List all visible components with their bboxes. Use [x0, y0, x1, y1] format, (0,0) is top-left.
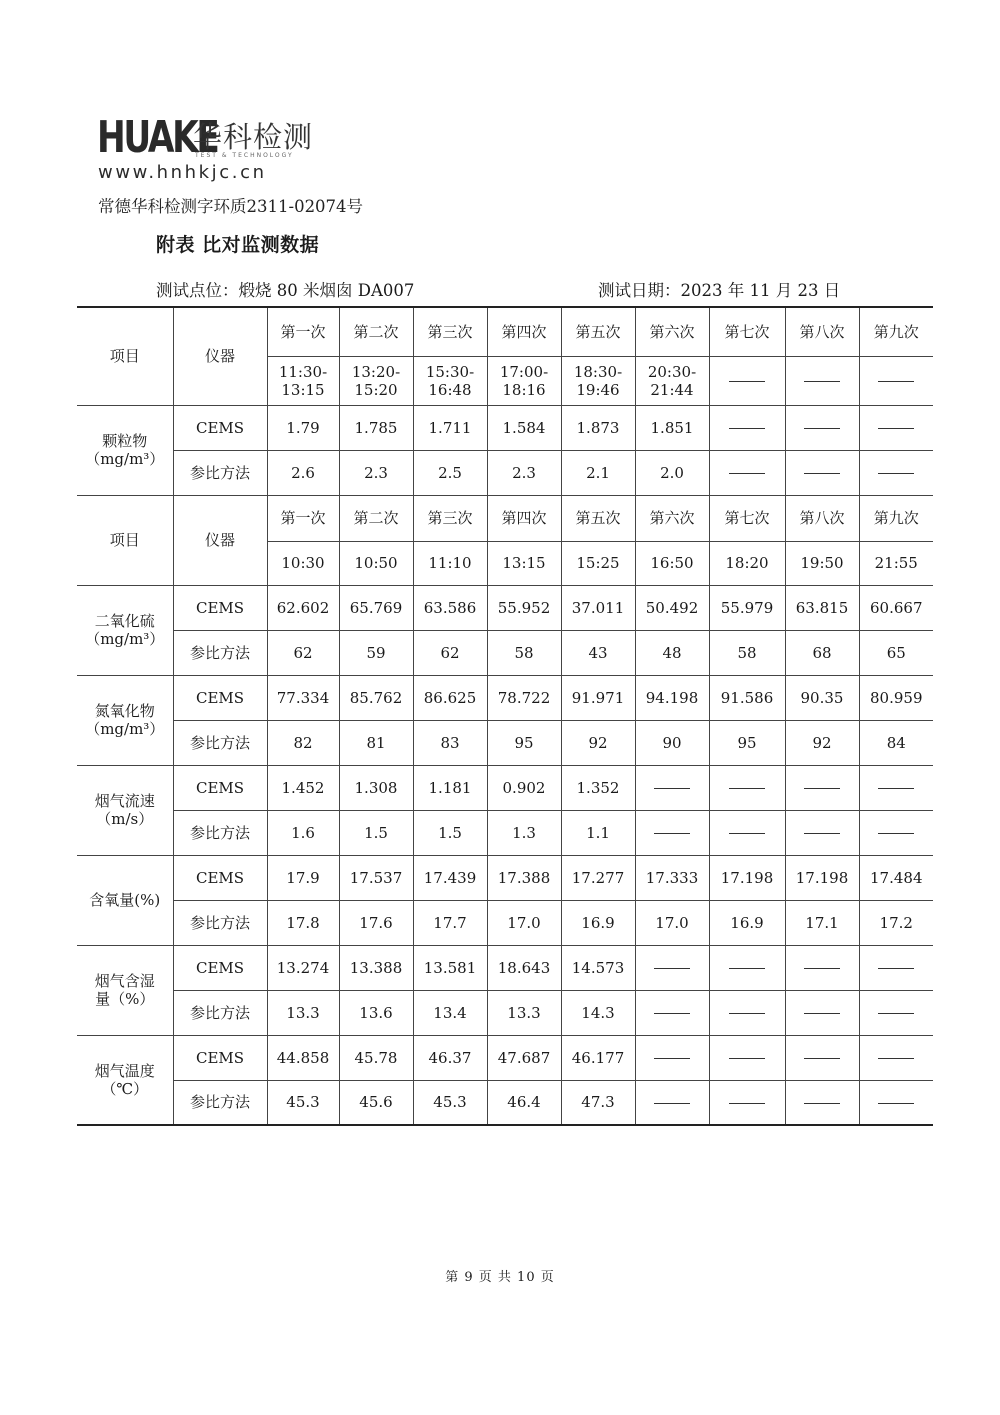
cems-value	[859, 765, 933, 810]
reference-value: 14.3	[561, 990, 635, 1035]
reference-value	[785, 990, 859, 1035]
empty-dash	[878, 381, 914, 382]
time-range: 18:30- 19:46	[561, 356, 635, 405]
page-title: 附表 比对监测数据	[156, 234, 320, 256]
cems-value: 85.762	[339, 675, 413, 720]
reference-value: 1.3	[487, 810, 561, 855]
sample-time: 21:55	[859, 541, 933, 585]
reference-method-label: 参比方法	[173, 630, 267, 675]
empty-dash	[804, 1058, 840, 1059]
cems-value: 37.011	[561, 585, 635, 630]
cems-value: 1.352	[561, 765, 635, 810]
parameter-name: 烟气含湿 量（%）	[77, 945, 173, 1035]
cems-value: 1.79	[267, 405, 339, 450]
empty-dash	[878, 968, 914, 969]
reference-value: 13.3	[267, 990, 339, 1035]
reference-value: 43	[561, 630, 635, 675]
cems-value	[785, 945, 859, 990]
cems-value	[785, 405, 859, 450]
sample-time: 11:10	[413, 541, 487, 585]
reference-value	[859, 990, 933, 1035]
empty-dash	[878, 1058, 914, 1059]
run-header: 第八次	[785, 307, 859, 356]
cems-value: 1.584	[487, 405, 561, 450]
logo-subtitle: TEST & TECHNOLOGY	[195, 152, 294, 159]
cems-value: 13.274	[267, 945, 339, 990]
empty-dash	[804, 473, 840, 474]
reference-value: 1.6	[267, 810, 339, 855]
table-row	[77, 630, 933, 675]
cems-value	[709, 765, 785, 810]
reference-method-label: 参比方法	[173, 1080, 267, 1125]
empty-dash	[729, 381, 765, 382]
reference-value	[859, 810, 933, 855]
cems-value: 55.979	[709, 585, 785, 630]
empty-dash	[804, 788, 840, 789]
empty-dash	[729, 833, 765, 834]
empty-dash	[654, 968, 690, 969]
table-row	[77, 720, 933, 765]
reference-value: 17.7	[413, 900, 487, 945]
sample-time: 18:20	[709, 541, 785, 585]
reference-value	[635, 990, 709, 1035]
reference-value: 47.3	[561, 1080, 635, 1125]
reference-value: 90	[635, 720, 709, 765]
cems-value: 44.858	[267, 1035, 339, 1080]
test-date: 测试日期：2023 年 11 月 23 日	[598, 281, 841, 300]
empty-dash	[878, 473, 914, 474]
reference-value: 83	[413, 720, 487, 765]
empty-dash	[878, 788, 914, 789]
cems-value: 78.722	[487, 675, 561, 720]
company-logo	[97, 112, 337, 164]
cems-label: CEMS	[173, 765, 267, 810]
page-footer: 第 9 页 共 10 页	[445, 1270, 555, 1285]
empty-dash	[729, 473, 765, 474]
time-range: 15:30- 16:48	[413, 356, 487, 405]
run-header: 第一次	[267, 307, 339, 356]
reference-value	[859, 1080, 933, 1125]
table-row	[77, 810, 933, 855]
reference-value: 17.8	[267, 900, 339, 945]
reference-value	[709, 450, 785, 495]
reference-value: 2.1	[561, 450, 635, 495]
document-number: 常德华科检测字环质2311-02074号	[98, 197, 364, 216]
time-range	[785, 356, 859, 405]
run-header: 第四次	[487, 495, 561, 541]
cems-value: 17.198	[709, 855, 785, 900]
reference-value	[635, 810, 709, 855]
empty-dash	[654, 1103, 690, 1104]
cems-label: CEMS	[173, 855, 267, 900]
reference-method-label: 参比方法	[173, 450, 267, 495]
cems-value: 1.785	[339, 405, 413, 450]
run-header: 第七次	[709, 495, 785, 541]
run-header: 第二次	[339, 495, 413, 541]
cems-value: 17.439	[413, 855, 487, 900]
cems-value: 62.602	[267, 585, 339, 630]
table-row	[77, 855, 933, 900]
cems-value: 13.581	[413, 945, 487, 990]
reference-value: 17.0	[487, 900, 561, 945]
reference-value: 17.1	[785, 900, 859, 945]
reference-method-label: 参比方法	[173, 900, 267, 945]
table-row	[77, 1080, 933, 1125]
reference-value	[785, 1080, 859, 1125]
cems-value: 91.971	[561, 675, 635, 720]
reference-method-label: 参比方法	[173, 720, 267, 765]
table-row	[77, 450, 933, 495]
reference-method-label: 参比方法	[173, 990, 267, 1035]
reference-value: 68	[785, 630, 859, 675]
cems-value: 65.769	[339, 585, 413, 630]
cems-value: 17.537	[339, 855, 413, 900]
reference-value: 1.5	[413, 810, 487, 855]
reference-value: 2.3	[487, 450, 561, 495]
cems-value	[635, 1035, 709, 1080]
reference-value: 16.9	[561, 900, 635, 945]
table-row	[77, 1035, 933, 1080]
cems-value: 91.586	[709, 675, 785, 720]
empty-dash	[729, 1058, 765, 1059]
cems-value	[709, 405, 785, 450]
reference-value: 82	[267, 720, 339, 765]
table-row	[77, 585, 933, 630]
cems-value: 17.388	[487, 855, 561, 900]
empty-dash	[878, 428, 914, 429]
run-header: 第六次	[635, 307, 709, 356]
reference-value: 58	[487, 630, 561, 675]
empty-dash	[729, 1103, 765, 1104]
cems-value: 17.198	[785, 855, 859, 900]
cems-value	[785, 1035, 859, 1080]
sample-time: 15:25	[561, 541, 635, 585]
instrument-header: 仪器	[173, 495, 267, 585]
cems-value: 90.35	[785, 675, 859, 720]
sample-time: 10:50	[339, 541, 413, 585]
reference-value: 46.4	[487, 1080, 561, 1125]
reference-value: 13.4	[413, 990, 487, 1035]
reference-value: 16.9	[709, 900, 785, 945]
cems-value: 86.625	[413, 675, 487, 720]
reference-value: 62	[267, 630, 339, 675]
reference-value	[709, 1080, 785, 1125]
instrument-header: 仪器	[173, 307, 267, 405]
cems-value	[709, 945, 785, 990]
reference-value	[709, 810, 785, 855]
reference-value: 92	[785, 720, 859, 765]
run-header: 第五次	[561, 307, 635, 356]
reference-value: 58	[709, 630, 785, 675]
table-row	[77, 405, 933, 450]
reference-value: 17.6	[339, 900, 413, 945]
empty-dash	[804, 1103, 840, 1104]
empty-dash	[729, 428, 765, 429]
reference-value: 1.5	[339, 810, 413, 855]
cems-value: 1.711	[413, 405, 487, 450]
cems-value	[859, 405, 933, 450]
table-row	[77, 307, 933, 356]
cems-value: 50.492	[635, 585, 709, 630]
reference-value: 2.0	[635, 450, 709, 495]
reference-value: 92	[561, 720, 635, 765]
time-range	[859, 356, 933, 405]
empty-dash	[878, 1013, 914, 1014]
parameter-name: 二氧化硫 （mg/m³）	[77, 585, 173, 675]
cems-value: 94.198	[635, 675, 709, 720]
cems-value: 63.815	[785, 585, 859, 630]
comparison-data-table	[77, 306, 933, 1126]
reference-value: 84	[859, 720, 933, 765]
cems-value: 63.586	[413, 585, 487, 630]
cems-value: 46.177	[561, 1035, 635, 1080]
reference-value: 17.2	[859, 900, 933, 945]
cems-label: CEMS	[173, 585, 267, 630]
table-row	[77, 900, 933, 945]
run-header: 第三次	[413, 307, 487, 356]
reference-value: 45.6	[339, 1080, 413, 1125]
cems-label: CEMS	[173, 945, 267, 990]
sample-time: 10:30	[267, 541, 339, 585]
time-range: 11:30- 13:15	[267, 356, 339, 405]
table-row	[77, 675, 933, 720]
cems-value: 1.851	[635, 405, 709, 450]
cems-value: 1.452	[267, 765, 339, 810]
reference-value: 59	[339, 630, 413, 675]
empty-dash	[729, 1013, 765, 1014]
reference-method-label: 参比方法	[173, 810, 267, 855]
reference-value: 95	[487, 720, 561, 765]
cems-value: 46.37	[413, 1035, 487, 1080]
cems-value: 1.308	[339, 765, 413, 810]
cems-value: 1.181	[413, 765, 487, 810]
run-header: 第六次	[635, 495, 709, 541]
reference-value	[635, 1080, 709, 1125]
company-website: www.hnhkjc.cn	[98, 162, 267, 183]
reference-value: 13.3	[487, 990, 561, 1035]
reference-value: 2.5	[413, 450, 487, 495]
empty-dash	[804, 1013, 840, 1014]
empty-dash	[804, 428, 840, 429]
run-header: 第九次	[859, 495, 933, 541]
cems-value: 14.573	[561, 945, 635, 990]
cems-value	[859, 945, 933, 990]
logo-mark: HUAKE	[97, 112, 218, 163]
run-header: 第九次	[859, 307, 933, 356]
reference-value: 13.6	[339, 990, 413, 1035]
empty-dash	[729, 968, 765, 969]
time-range	[709, 356, 785, 405]
empty-dash	[654, 1058, 690, 1059]
cems-value	[635, 765, 709, 810]
table-row	[77, 945, 933, 990]
sample-time: 19:50	[785, 541, 859, 585]
empty-dash	[804, 381, 840, 382]
cems-value: 60.667	[859, 585, 933, 630]
cems-value: 80.959	[859, 675, 933, 720]
cems-value	[635, 945, 709, 990]
empty-dash	[804, 833, 840, 834]
time-range: 13:20- 15:20	[339, 356, 413, 405]
reference-value	[709, 990, 785, 1035]
item-header: 项目	[77, 307, 173, 405]
reference-value: 17.0	[635, 900, 709, 945]
run-header: 第七次	[709, 307, 785, 356]
cems-value: 18.643	[487, 945, 561, 990]
cems-value: 17.484	[859, 855, 933, 900]
time-range: 17:00- 18:16	[487, 356, 561, 405]
table-row	[77, 990, 933, 1035]
empty-dash	[804, 968, 840, 969]
cems-label: CEMS	[173, 405, 267, 450]
cems-value: 47.687	[487, 1035, 561, 1080]
reference-value: 65	[859, 630, 933, 675]
empty-dash	[729, 788, 765, 789]
cems-value	[859, 1035, 933, 1080]
reference-value: 95	[709, 720, 785, 765]
cems-label: CEMS	[173, 1035, 267, 1080]
cems-value: 13.388	[339, 945, 413, 990]
reference-value: 2.6	[267, 450, 339, 495]
cems-value: 1.873	[561, 405, 635, 450]
cems-value: 0.902	[487, 765, 561, 810]
empty-dash	[878, 1103, 914, 1104]
parameter-name: 氮氧化物 （mg/m³）	[77, 675, 173, 765]
table-row	[77, 765, 933, 810]
reference-value: 62	[413, 630, 487, 675]
cems-value: 17.277	[561, 855, 635, 900]
cems-value: 77.334	[267, 675, 339, 720]
item-header: 项目	[77, 495, 173, 585]
empty-dash	[654, 788, 690, 789]
empty-dash	[878, 833, 914, 834]
cems-value	[709, 1035, 785, 1080]
reference-value: 81	[339, 720, 413, 765]
sample-time: 13:15	[487, 541, 561, 585]
run-header: 第五次	[561, 495, 635, 541]
parameter-name: 含氧量(%)	[77, 855, 173, 945]
cems-value: 45.78	[339, 1035, 413, 1080]
run-header: 第八次	[785, 495, 859, 541]
reference-value: 45.3	[413, 1080, 487, 1125]
parameter-name: 烟气温度 （℃）	[77, 1035, 173, 1125]
run-header: 第一次	[267, 495, 339, 541]
cems-value: 55.952	[487, 585, 561, 630]
reference-value	[859, 450, 933, 495]
reference-value	[785, 450, 859, 495]
test-location: 测试点位：煅烧 80 米烟囱 DA007	[156, 281, 415, 300]
cems-value	[785, 765, 859, 810]
empty-dash	[654, 1013, 690, 1014]
reference-value: 1.1	[561, 810, 635, 855]
reference-value	[785, 810, 859, 855]
run-header: 第三次	[413, 495, 487, 541]
logo-chinese-name: 华科检测	[193, 120, 314, 154]
table-row	[77, 495, 933, 541]
sample-time: 16:50	[635, 541, 709, 585]
cems-value: 17.333	[635, 855, 709, 900]
reference-value: 48	[635, 630, 709, 675]
cems-label: CEMS	[173, 675, 267, 720]
reference-value: 45.3	[267, 1080, 339, 1125]
time-range: 20:30- 21:44	[635, 356, 709, 405]
parameter-name: 颗粒物 （mg/m³）	[77, 405, 173, 495]
reference-value: 2.3	[339, 450, 413, 495]
run-header: 第二次	[339, 307, 413, 356]
cems-value: 17.9	[267, 855, 339, 900]
empty-dash	[654, 833, 690, 834]
parameter-name: 烟气流速 （m/s）	[77, 765, 173, 855]
run-header: 第四次	[487, 307, 561, 356]
